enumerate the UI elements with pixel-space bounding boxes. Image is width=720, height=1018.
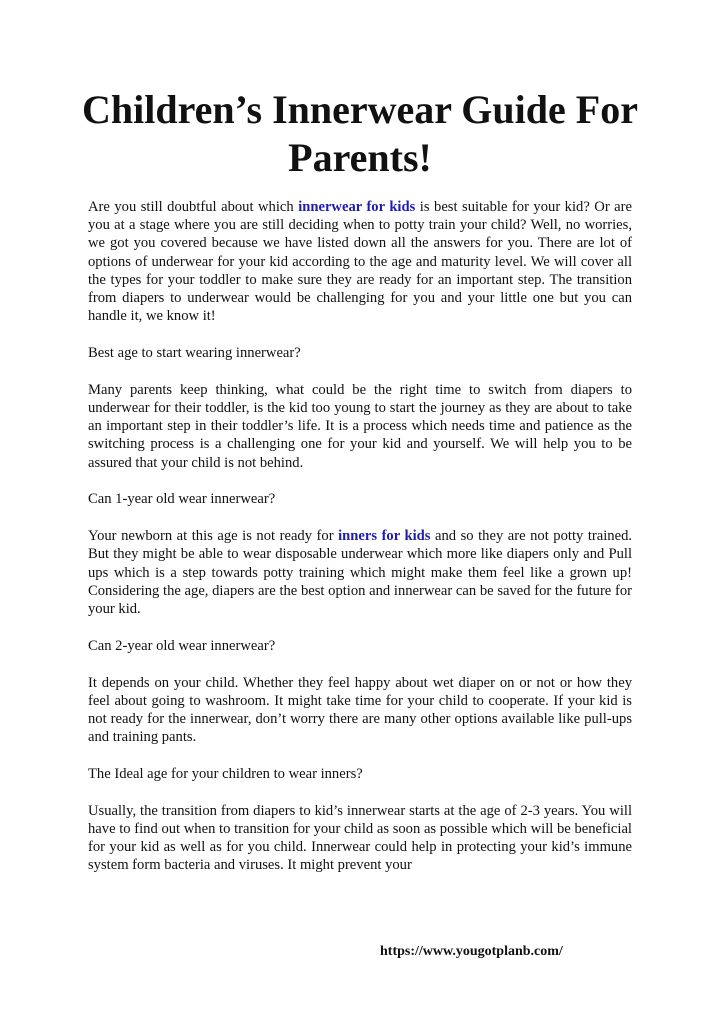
- one-year-text-after: and so they are not potty trained. But they might be able to wear disposable underwear which more like diapers only and Pull ups which is a step towards potty training which might make them feel like a grown up! Considering the age, diapers are the best option and innerwear can be saved for the future for your kid.: [88, 528, 633, 618]
- two-year-paragraph: It depends on your child. Whether they feel happy about wet diaper on or not or how they feel about going to washroom. It might take time for your child to cooperate. If your kid is not ready for the innerwear, don’t worry there are many other options available like pull-ups and training pants.: [88, 674, 632, 746]
- innerwear-for-kids-link[interactable]: innerwear for kids: [298, 199, 416, 215]
- ideal-age-paragraph: Usually, the transition from diapers to kid’s innerwear starts at the age of 2-3 years. You will have to find out when to transition for your child as soon as possible which will be beneficial for your kid as well as for you child. Innerwear could help in protecting your kid’s immune system form bacteria and viruses. It might prevent your: [88, 802, 632, 874]
- intro-paragraph: [88, 198, 632, 325]
- one-year-paragraph: [88, 527, 632, 618]
- heading-one-year: Can 1-year old wear innerwear?: [88, 491, 276, 508]
- page-title: Children’s Innerwear Guide For Parents!: [82, 87, 638, 180]
- inners-for-kids-link[interactable]: inners for kids: [338, 528, 431, 545]
- heading-two-year: Can 2-year old wear innerwear?: [88, 637, 276, 654]
- one-year-text-before: Your newborn at this age is not ready for: [88, 528, 339, 545]
- heading-ideal-age: The Ideal age for your children to wear inners?: [88, 766, 363, 783]
- best-age-paragraph: Many parents keep thinking, what could be the right time to switch from diapers to underwear for their toddler, is the kid too young to start the journey as they are about to take an important step in their toddler’s life. It is a process which needs time and patience as the switching process is a challenging one for your kid and yourself. We will help you to be assured that your child is not behind.: [88, 381, 632, 471]
- heading-best-age: Best age to start wearing innerwear?: [88, 345, 301, 362]
- intro-text-after: is best suitable for your kid? Or are you at a stage where you are still deciding when to potty train your child? Well, no worries, we got you covered because we have listed down all the answers for you. There are lot of options of underwear for your kid according to the age and maturity level. We will cover all the types for your toddler to make sure they are ready for an important step. The transition from diapers to underwear would be challenging for you and your little one but you can handle it, we know it!: [88, 199, 632, 325]
- document-body: [88, 198, 632, 893]
- footer-url-link[interactable]: https://www.yougotplanb.com/: [380, 944, 563, 959]
- intro-text-before: Are you still doubtful about which: [88, 199, 299, 215]
